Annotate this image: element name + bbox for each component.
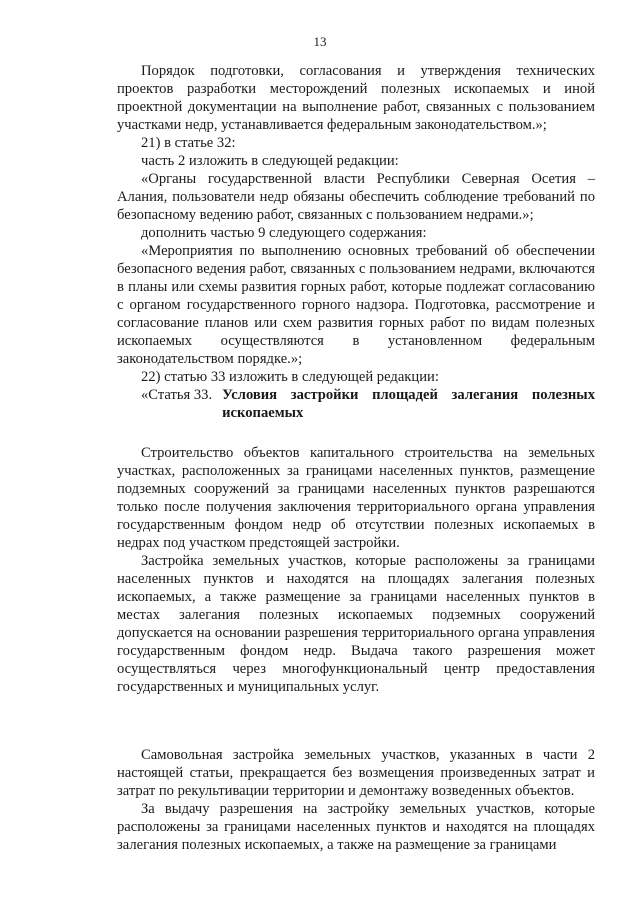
paragraph-development: Застройка земельных участков, которые расположены за границами населенных пунктов и находятся на площадях залегания полезных ископаемых, а также размещение за границами населенных пунктов в местах залегания полезных ископаемых подземных сооружений допускается на основании разрешения территориального органа управления государственным фондом недр. Выдача такого разрешения может осуществляться через многофункциональный центр предоставления государственных и муниципальных услуг. [117,553,595,695]
page-number: 13 [313,34,327,49]
paragraph-permit-issue: За выдачу разрешения на застройку земельных участков, которые расположены за границами населенных пунктов и находятся на площадях залегания полезных ископаемых, а также на размещение за границами [117,801,595,853]
article-heading [117,386,595,422]
paragraph-item-22: 22) статью 33 изложить в следующей редакции: [141,369,439,385]
article-number: «Статья 33. [141,387,213,403]
paragraph-part-9-instruction: дополнить частью 9 следующего содержания: [141,225,427,241]
paragraph-part-9-text: «Мероприятия по выполнению основных требований об обеспечении безопасного ведения работ, связанных с пользованием недрами, включаются в планы или схемы развития горных работ, которые подлежат согласованию с органом государственного горного надзора. Подготовка, рассмотрение и согласование планов или схем развития горных работ по видам полезных ископаемых осуществляются в установленном федеральным законодательством порядке.»; [117,243,595,367]
document-body [117,62,595,854]
article-title: Условия застройки площадей залегания полезных ископаемых [222,387,595,421]
paragraph-construction: Строительство объектов капитального строительства на земельных участках, расположенных за границами населенных пунктов, размещение подземных сооружений за границами населенных пунктов разрешаются только после получения заключения территориального органа управления государственным фондом недр об отсутствии полезных ископаемых в недрах под участком предстоящей застройки. [117,445,595,551]
paragraph-tech-projects: Порядок подготовки, согласования и утверждения технических проектов разработки месторождений полезных ископаемых и иной проектной документации на выполнение работ, связанных с пользованием участками недр, устанавливается федеральным законодательством.»; [117,63,595,133]
paragraph-part-2-instruction: часть 2 изложить в следующей редакции: [141,153,399,169]
paragraph-unauthorized: Самовольная застройка земельных участков, указанных в части 2 настоящей статьи, прекращается без возмещения произведенных затрат и затрат по рекультивации территории и демонтажу возведенных объектов. [117,747,595,799]
paragraph-item-21: 21) в статье 32: [141,135,236,151]
paragraph-part-2-text: «Органы государственной власти Республики Северная Осетия – Алания, пользователи недр обязаны обеспечить соблюдение требований по безопасному ведению работ, связанных с пользованием недрами.»; [117,171,595,223]
